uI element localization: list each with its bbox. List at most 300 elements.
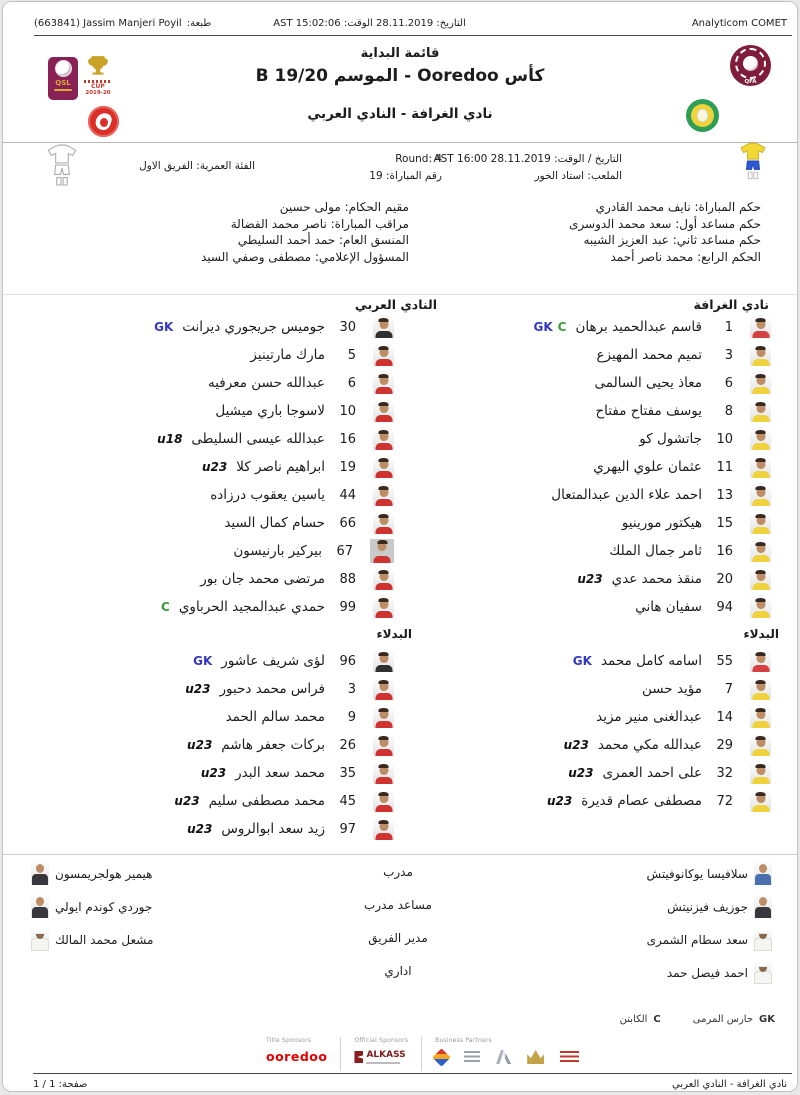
player-head [756, 515, 765, 525]
player-photo [373, 791, 394, 812]
player-photo [750, 679, 771, 700]
fixture-title: نادي الغرافة - النادي العربي [307, 106, 493, 122]
alkass-subtext-bar [366, 1062, 400, 1064]
printed-by-name: (663841) Jassim Manjeri Poyil [34, 18, 182, 29]
player-row [409, 593, 771, 621]
player-head [756, 431, 765, 441]
player-head [379, 737, 388, 747]
player-head [756, 793, 765, 803]
player-name: فراس محمد دحبور [219, 681, 325, 697]
gk-tag: GK [154, 320, 174, 334]
player-row [32, 425, 394, 453]
player-number: 8 [724, 403, 733, 419]
player-tags [533, 320, 566, 334]
player-head [379, 793, 388, 803]
player-shirt [752, 415, 769, 422]
official-line: الحكم الرابع: محمد ناصر أحمد [610, 249, 761, 264]
staff-name: احمد فيصل حمد [666, 965, 748, 980]
printed-by [34, 18, 211, 29]
player-number: 45 [339, 793, 356, 809]
player-name: زيد سعد ابوالروس [221, 821, 325, 837]
staff-name: سلافيسا يوكانوفيتش [646, 866, 748, 881]
player-shirt [752, 611, 769, 618]
player-number: 72 [716, 793, 733, 809]
away-team-name: النادي العربي [354, 297, 437, 312]
gk-tag: GK [193, 654, 213, 668]
player-row [32, 397, 394, 425]
match-datetime: التاريخ / الوقت: AST 16:00 28.11.2019 [433, 153, 622, 165]
player-tags [157, 432, 182, 446]
player-name: محمد سعد البدر [235, 765, 325, 781]
app-name: Analyticom COMET [691, 18, 787, 29]
player-number: 6 [347, 375, 356, 391]
trophy-icon [87, 55, 109, 79]
print-datetime: التاريخ: 28.11.2019 الوقت: AST 15:02:06 [273, 18, 466, 29]
player-shirt [374, 556, 391, 563]
player-head [379, 459, 388, 469]
player-row [32, 341, 394, 369]
player-head [756, 709, 765, 719]
staff-photo [754, 862, 772, 885]
top-bar [34, 18, 787, 29]
captain-tag: C [161, 600, 170, 614]
player-head [756, 571, 765, 581]
alkass-flag-icon [354, 1051, 363, 1063]
player-name: قاسم عبدالحميد برهان [575, 319, 702, 335]
official-sponsor-group [354, 1037, 408, 1067]
ooredoo-logo: ooredoo [266, 1049, 328, 1064]
captain-tag: C [557, 320, 567, 334]
player-shirt [375, 749, 392, 756]
player-photo [750, 651, 771, 672]
player-tags [187, 822, 212, 836]
player-number: 97 [339, 821, 356, 837]
player-head [379, 653, 388, 663]
player-number: 9 [347, 709, 356, 725]
title-sponsor-label: Title Sponsors [266, 1037, 312, 1044]
player-shirt [375, 499, 392, 506]
staff-name: مشعل محمد المالك [55, 932, 154, 947]
player-head [379, 375, 388, 385]
staff-divider [3, 854, 797, 855]
footer-divider [33, 1073, 792, 1074]
player-photo [373, 569, 394, 590]
player-head [379, 599, 388, 609]
player-number: 11 [716, 459, 733, 475]
kite-logo [432, 1048, 450, 1066]
player-number: 7 [724, 681, 733, 697]
home-staff-member [647, 928, 772, 951]
player-number: 30 [339, 319, 356, 335]
player-photo [373, 651, 394, 672]
player-row [409, 453, 771, 481]
player-shirt [752, 665, 769, 672]
player-number: 94 [716, 599, 733, 615]
away-staff-member [31, 895, 152, 918]
player-row [32, 509, 394, 537]
player-photo [373, 373, 394, 394]
player-name: بيركير بارنيسون [233, 543, 322, 559]
player-row [32, 787, 394, 815]
player-shirt [752, 693, 769, 700]
player-shirt [752, 777, 769, 784]
player-shirt [375, 471, 392, 478]
qfa-logo-text: QFA [744, 79, 757, 85]
home-kit-icon [739, 142, 767, 184]
player-shirt [375, 665, 392, 672]
qsl-league-logo [48, 57, 78, 100]
player-photo [373, 513, 394, 534]
player-row [32, 369, 394, 397]
player-tags [154, 320, 173, 334]
player-row [32, 731, 394, 759]
player-shirt [752, 359, 769, 366]
look-company-logo [464, 1051, 480, 1064]
player-row [32, 593, 394, 621]
player-row [32, 565, 394, 593]
player-tags [573, 654, 592, 668]
player-name: على احمد العمرى [602, 765, 702, 781]
player-number: 96 [339, 653, 356, 669]
player-head [379, 709, 388, 719]
home-subs-label: البدلاء [743, 627, 779, 641]
player-head [756, 319, 765, 329]
home-staff-member [667, 895, 772, 918]
player-row [409, 565, 771, 593]
age-tag: u18 [157, 432, 183, 446]
player-photo [373, 317, 394, 338]
player-row [409, 509, 771, 537]
title-sponsor-group [266, 1037, 327, 1067]
away-subs-label: البدلاء [376, 627, 412, 641]
player-name: ابراهيم ناصر كلا [236, 459, 325, 475]
home-roster [409, 313, 779, 815]
player-name: عبدالله عيسى السليطى [191, 431, 325, 447]
player-head [756, 681, 765, 691]
player-shirt [375, 777, 392, 784]
player-head [379, 821, 388, 831]
staff-role: مساعد مدرب [364, 898, 432, 912]
competition-title: كأس Ooredoo - الموسم B 19/20 [255, 66, 545, 86]
player-shirt [375, 527, 392, 534]
player-head [756, 543, 765, 553]
player-number: 20 [716, 571, 733, 587]
player-name: لؤى شريف عاشور [221, 653, 325, 669]
home-starters [409, 313, 771, 621]
player-head [756, 765, 765, 775]
player-number: 99 [339, 599, 356, 615]
legend-captain [620, 1014, 661, 1025]
player-row [32, 481, 394, 509]
gk-tag: GK [533, 320, 553, 334]
player-tags [564, 738, 589, 752]
top-divider [34, 35, 792, 36]
player-number: 32 [716, 765, 733, 781]
player-number: 15 [716, 515, 733, 531]
player-number: 19 [339, 459, 356, 475]
player-shirt [375, 331, 392, 338]
player-number: 16 [716, 543, 733, 559]
player-row [409, 787, 771, 815]
player-shirt [752, 805, 769, 812]
player-number: 13 [716, 487, 733, 503]
player-row [409, 703, 771, 731]
age-tag: u23 [563, 738, 589, 752]
player-head [378, 541, 387, 551]
player-shirt [375, 583, 392, 590]
player-photo [750, 485, 771, 506]
player-head [379, 487, 388, 497]
player-row [409, 369, 771, 397]
staff-name: هيمير هولجريمسون [55, 866, 153, 881]
player-row [32, 537, 394, 565]
official-sponsor-label: Official Sponsors [354, 1037, 409, 1044]
player-name: عبدالله مكي محمد [597, 737, 702, 753]
player-name: بركات جعفر هاشم [221, 737, 325, 753]
player-number: 67 [336, 543, 353, 559]
player-shirt [375, 611, 392, 618]
player-number: 5 [347, 347, 356, 363]
player-row [409, 675, 771, 703]
official-line: مراقب المباراة: ناصر محمد الفضالة [230, 216, 409, 231]
player-shirt [752, 721, 769, 728]
qfa-ring [735, 48, 766, 79]
footer-fixture: نادي الغرافة - النادي العربي [672, 1079, 787, 1090]
player-photo [373, 707, 394, 728]
sponsor-divider [421, 1037, 422, 1071]
player-photo [750, 345, 771, 366]
player-name: محمد سالم الحمد [225, 709, 325, 725]
player-tags [201, 766, 226, 780]
player-row [32, 453, 394, 481]
player-photo [370, 539, 394, 563]
away-subs [32, 647, 394, 843]
staff-section [3, 858, 797, 990]
player-head [379, 403, 388, 413]
staff-role: اداري [384, 964, 412, 978]
staff-name: سعد سطام الشمرى [646, 932, 748, 947]
player-head [756, 487, 765, 497]
player-head [379, 515, 388, 525]
printed-by-label: طبعة: [186, 18, 212, 29]
player-number: 3 [347, 681, 356, 697]
player-number: 44 [339, 487, 356, 503]
football-icon [55, 60, 72, 77]
player-photo [750, 317, 771, 338]
player-number: 14 [716, 709, 733, 725]
legend-gk [693, 1014, 775, 1025]
player-head [756, 403, 765, 413]
home-subs [409, 647, 771, 815]
staff-photo [31, 862, 49, 885]
player-photo [373, 819, 394, 840]
age-tag: u23 [577, 572, 603, 586]
player-tags [193, 654, 212, 668]
player-number: 16 [339, 431, 356, 447]
player-row [409, 481, 771, 509]
age-category: الفئة العمرية: الفريق الاول [139, 160, 255, 172]
player-head [756, 653, 765, 663]
football-icon [743, 56, 758, 71]
player-head [379, 319, 388, 329]
player-number: 6 [724, 375, 733, 391]
datetime-and-venue [362, 151, 622, 185]
roster-divider [3, 294, 797, 295]
age-tag: u23 [187, 822, 213, 836]
player-number: 26 [339, 737, 356, 753]
player-head [379, 571, 388, 581]
player-shirt [375, 833, 392, 840]
away-staff-member [31, 928, 153, 951]
official-line: حكم مساعد أول: سعد محمد الدوسرى [569, 216, 761, 231]
player-shirt [752, 527, 769, 534]
player-photo [750, 735, 771, 756]
away-staff-member [31, 862, 153, 885]
page-title: قائمة البداية [360, 46, 440, 61]
age-tag: u23 [174, 794, 200, 808]
player-shirt [375, 359, 392, 366]
age-tag: u23 [202, 460, 228, 474]
away-starters [32, 313, 394, 621]
player-head [379, 681, 388, 691]
match-number: رقم المباراة: 19 [369, 170, 442, 182]
player-photo [373, 763, 394, 784]
player-row [409, 759, 771, 787]
player-number: 3 [724, 347, 733, 363]
player-name: حسام كمال السيد [224, 515, 325, 531]
sponsor-divider [340, 1037, 341, 1071]
age-tag: u23 [547, 794, 573, 808]
age-tag: u23 [185, 682, 211, 696]
player-name: حمدي عبدالمجيد الحرباوي [178, 599, 325, 615]
player-tags [202, 460, 227, 474]
player-row [409, 425, 771, 453]
player-head [756, 737, 765, 747]
player-head [756, 459, 765, 469]
staff-row [3, 891, 797, 924]
player-shirt [375, 693, 392, 700]
player-row [409, 397, 771, 425]
player-shirt [752, 583, 769, 590]
player-photo [750, 401, 771, 422]
player-head [756, 599, 765, 609]
player-shirt [752, 555, 769, 562]
player-row [32, 647, 394, 675]
age-tag: u23 [568, 766, 594, 780]
player-tags [187, 738, 212, 752]
captain-tag: C [653, 1014, 661, 1025]
player-photo [373, 345, 394, 366]
player-name: ياسين يعقوب درزاده [210, 487, 325, 503]
business-partners-group [435, 1037, 579, 1067]
gk-tag: GK [759, 1014, 775, 1025]
player-name: سفيان هاني [635, 599, 702, 615]
player-photo [750, 791, 771, 812]
player-number: 88 [339, 571, 356, 587]
player-shirt [375, 387, 392, 394]
al-arabi-club-logo [88, 106, 119, 137]
player-photo [750, 457, 771, 478]
report-page [2, 1, 798, 1092]
player-name: مؤيد حسن [641, 681, 702, 697]
player-photo [750, 597, 771, 618]
player-name: منقذ محمد عدي [611, 571, 702, 587]
staff-photo [31, 928, 49, 951]
player-number: 29 [716, 737, 733, 753]
player-name: عثمان علوي اليهري [593, 459, 702, 475]
player-name: مارك مارتينيز [250, 347, 325, 363]
player-row [409, 647, 771, 675]
alkass-text: ALKASS [366, 1049, 406, 1060]
staff-photo [754, 961, 772, 984]
age-tag: u23 [187, 738, 213, 752]
qsl-logo-bar [54, 89, 72, 91]
player-row [409, 731, 771, 759]
official-line: مقيم الحكام: مولى حسين [279, 200, 409, 214]
player-row [409, 537, 771, 565]
player-photo [373, 429, 394, 450]
staff-row [3, 858, 797, 891]
match-officials [421, 199, 761, 265]
player-shirt [375, 805, 392, 812]
player-shirt [752, 387, 769, 394]
away-roster [32, 313, 412, 843]
staff-name: جوزيف فيزنيتش [667, 899, 748, 914]
staff-row [3, 957, 797, 990]
player-photo [750, 763, 771, 784]
player-row [32, 703, 394, 731]
player-row [32, 759, 394, 787]
player-number: 10 [339, 403, 356, 419]
player-photo [373, 401, 394, 422]
player-photo [373, 679, 394, 700]
player-name: مصطفى عصام قديرة [581, 793, 702, 809]
player-tags [568, 766, 593, 780]
official-line: حكم المباراة: نايف محمد القادري [595, 200, 761, 214]
player-name: اسامه كامل محمد [600, 653, 702, 669]
player-name: لاسوجا باري ميشيل [215, 403, 325, 419]
player-name: جاتشول كو [639, 431, 702, 447]
sponsor-strip [266, 1037, 579, 1071]
business-partners-label: Business Partners [435, 1037, 492, 1044]
player-number: 10 [716, 431, 733, 447]
player-name: محمد مصطفى سليم [208, 793, 325, 809]
official-line: المنسق العام: حمد أحمد السليطي [237, 233, 409, 247]
gold-crown-logo [527, 1050, 544, 1064]
player-row [409, 313, 771, 341]
player-number: 66 [339, 515, 356, 531]
player-number: 1 [724, 319, 733, 335]
age-tag: u23 [200, 766, 227, 780]
qsl-logo-text: QSL [55, 79, 71, 87]
home-team-name: نادي الغرافة [693, 297, 769, 312]
player-row [32, 313, 394, 341]
player-photo [750, 541, 771, 562]
player-name: ثامر جمال الملك [609, 543, 702, 559]
player-row [32, 815, 394, 843]
page-number: صفحة: 1 / 1 [33, 1079, 88, 1090]
partner-logos [435, 1047, 579, 1067]
player-row [409, 341, 771, 369]
staff-photo [31, 895, 49, 918]
player-photo [750, 569, 771, 590]
round: Round: 4 [395, 153, 442, 165]
gk-text: حارس المرمى [692, 1014, 754, 1025]
home-staff-member [647, 862, 772, 885]
legend [620, 1014, 775, 1025]
home-staff-member [667, 961, 772, 984]
player-number: 55 [716, 653, 733, 669]
